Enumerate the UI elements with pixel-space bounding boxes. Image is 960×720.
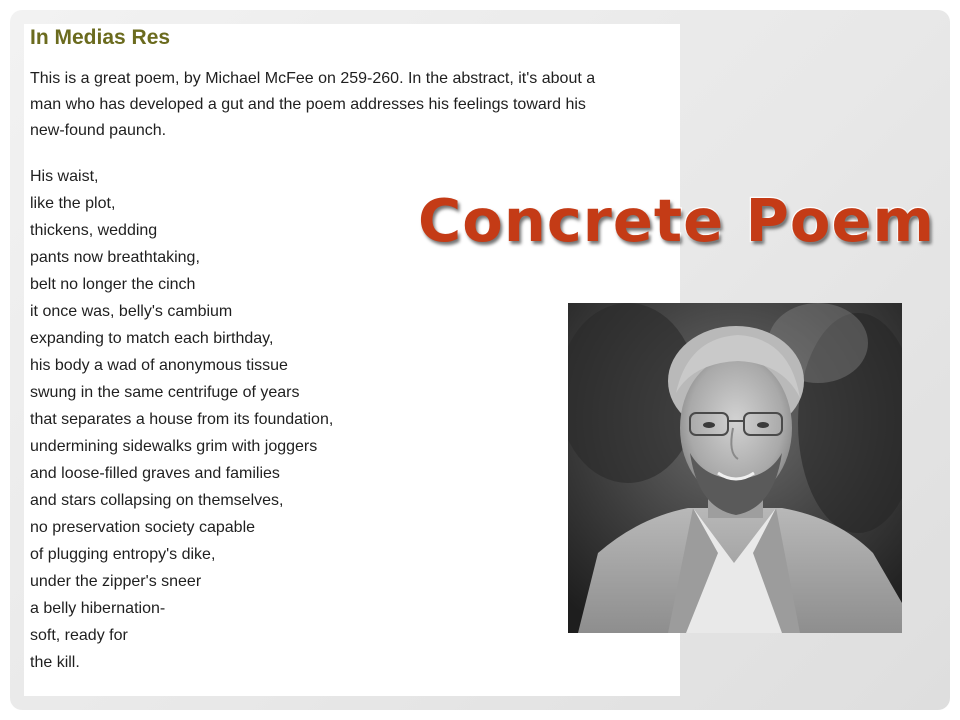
poem-line: thickens, wedding	[30, 222, 158, 239]
poem-line: swung in the same centrifuge of years	[30, 384, 300, 401]
poem-line: undermining sidewalks grim with joggers	[30, 438, 318, 455]
poem-line: and stars collapsing on themselves,	[30, 492, 284, 509]
poem-line: and loose-filled graves and families	[30, 465, 280, 482]
poem-line: like the plot,	[30, 195, 116, 212]
slide-title: Concrete Poem	[418, 186, 935, 255]
intro-line: new-found paunch.	[30, 122, 167, 139]
poem-line: his body a wad of anonymous tissue	[30, 357, 288, 374]
poem-line: a belly hibernation-	[30, 600, 166, 617]
slide	[10, 10, 950, 710]
intro-line: man who has developed a gut and the poem addresses his feelings toward his	[30, 96, 586, 113]
poem-line: belt no longer the cinch	[30, 276, 196, 293]
poem-line: it once was, belly's cambium	[30, 303, 233, 320]
poem-line: no preservation society capable	[30, 519, 256, 536]
poem-line: the kill.	[30, 654, 80, 671]
poem-line: of plugging entropy's dike,	[30, 546, 216, 563]
intro-line: This is a great poem, by Michael McFee on 259-260. In the abstract, it's about a	[30, 70, 596, 87]
poem-line: that separates a house from its foundation,	[30, 411, 334, 428]
poem-line: His waist,	[30, 168, 99, 185]
poem-line: under the zipper's sneer	[30, 573, 202, 590]
author-portrait-photo	[568, 303, 902, 633]
document-title: In Medias Res	[30, 26, 171, 49]
poem-line: expanding to match each birthday,	[30, 330, 274, 347]
intro-paragraph	[30, 66, 678, 144]
poem-line: soft, ready for	[30, 627, 128, 644]
poem-text	[30, 163, 333, 676]
poem-line: pants now breathtaking,	[30, 249, 200, 266]
